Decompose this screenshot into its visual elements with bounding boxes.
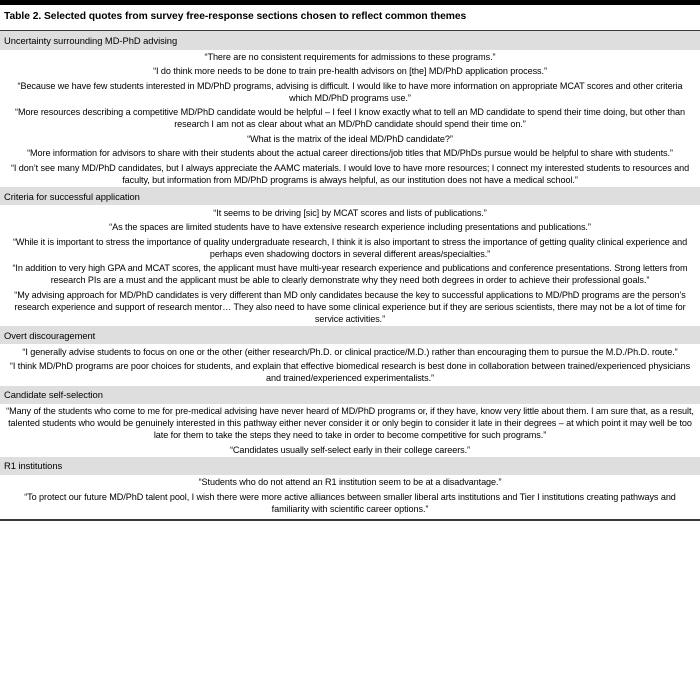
section-heading: Candidate self-selection	[0, 386, 700, 404]
quote: “Candidates usually self-select early in their college careers.”	[229, 444, 471, 455]
quote: “In addition to very high GPA and MCAT scores, the applicant must have multi-year research experience and publications and conference presentations. Strong letters from research PIs are a must and the applicant must be able to clearly demonstrate why they need both degrees in order to achieve their professional goals.”	[12, 263, 688, 286]
quote: “Students who do not attend an R1 institution seem to be at a disadvantage.”	[198, 477, 502, 488]
quote: “I don’t see many MD/PhD candidates, but I always appreciate the AAMC materials. I would love to have more resources; I connect my interested students to resources and faculty, but information from MD/PhD programs is always helpful, as our institution does not have a medical school.”	[10, 162, 690, 185]
quote: “I generally advise students to focus on one or the other (either research/Ph.D. or clinical practice/M.D.) rather than encouraging them to pursue the M.D./Ph.D. route.”	[22, 346, 678, 357]
section-heading: Uncertainty surrounding MD-PhD advising	[0, 31, 700, 49]
table-footer-space	[0, 521, 700, 561]
quote: “Because we have few students interested in MD/PhD programs, advising is difficult. I would like to have more information on appropriate MCAT scores and other criteria which MD/PhD programs use.”	[17, 80, 683, 103]
quote: “It seems to be driving [sic] by MCAT scores and lists of publications.”	[213, 207, 487, 218]
section-quotes	[0, 344, 700, 385]
quote: “More information for advisors to share with their students about the actual career directions/job titles that MD/PhDs pursue would be helpful to share with students.”	[27, 148, 673, 159]
quote: “Many of the students who come to me for pre-medical advising have never heard of MD/PhD programs or, if they have, know very little about them. I am sure that, as a result, talented students who would be genuinely interested in this pathway either never consider it or only begin to consider it late in their degrees – at which point it may well be too late for them to take the steps they need to take in order to become competitive for such programs.”	[6, 405, 694, 441]
section-quotes	[0, 404, 700, 457]
section-heading: R1 institutions	[0, 457, 700, 475]
section-quotes	[0, 50, 700, 188]
quote: “I do think more needs to be done to train pre-health advisors on [the] MD/PhD application process.”	[153, 66, 547, 77]
quote: “There are no consistent requirements for admissions to these programs.”	[204, 51, 496, 62]
section-quotes	[0, 475, 700, 516]
quote: “More resources describing a competitive MD/PhD candidate would be helpful – I feel I know exactly what to tell an MD candidate to spend their time doing, but other than research I am not as clear about what an MD/PhD candidate should spend their time on.”	[15, 107, 685, 130]
table-body	[0, 31, 700, 516]
quote: “What is the matrix of the ideal MD/PhD candidate?”	[247, 133, 453, 144]
quote: “I think MD/PhD programs are poor choices for students, and explain that effective biomedical research is best done in collaboration between trained/experienced physicians and trained/experienced experimentalists.”	[9, 361, 691, 384]
section-heading: Criteria for successful application	[0, 187, 700, 205]
table-title: Table 2. Selected quotes from survey free-response sections chosen to reflect common themes	[4, 11, 467, 22]
quote: “To protect our future MD/PhD talent pool, I wish there were more active alliances between smaller liberal arts institutions and Tier I institutions creating pathways and familiarity with scientific career options.”	[24, 491, 676, 514]
quote: “While it is important to stress the importance of quality undergraduate research, I think it is also important to stress the importance of getting quality clinical experience and perhaps even shadowing doctors in several different areas/specialties.”	[12, 236, 688, 259]
quote: “As the spaces are limited students have to have extensive research experience including presentations and publications.”	[109, 222, 591, 233]
section-quotes	[0, 205, 700, 326]
quote: “My advising approach for MD/PhD candidates is very different than MD only candidates because the key to successful applications to MD/PhD programs are the person’s research experience and support of research mentor… They also need to have some clinical experience but if they are serious scientists, there may not be a lot of time for service activities.”	[14, 289, 686, 324]
section-heading: Overt discouragement	[0, 326, 700, 344]
